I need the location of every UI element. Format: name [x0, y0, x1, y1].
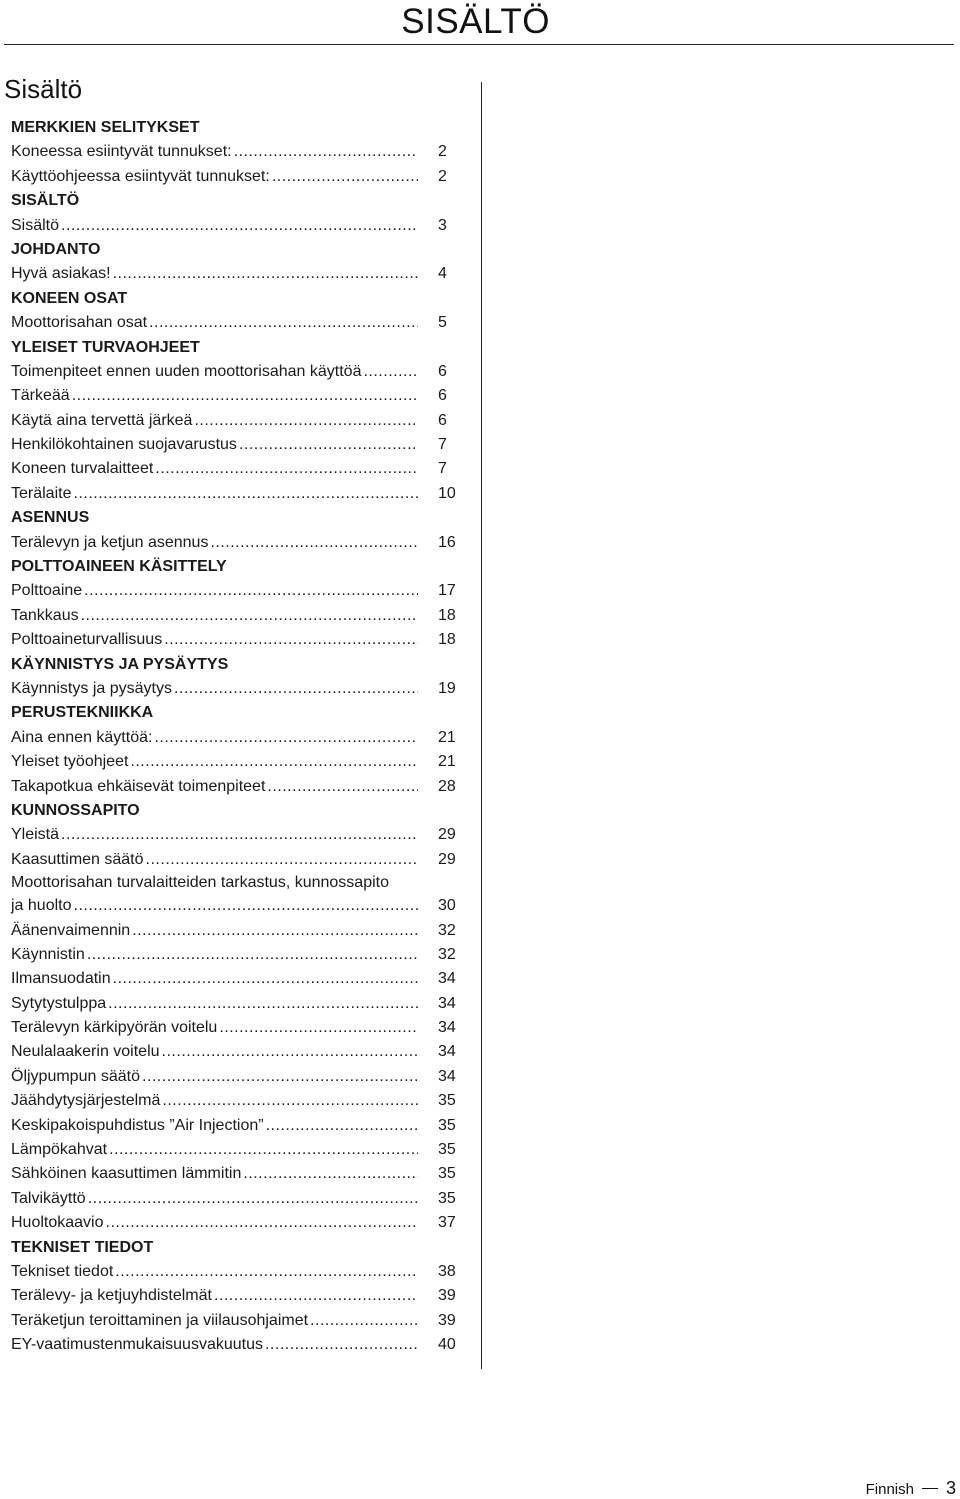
toc-entry[interactable] — [11, 1138, 456, 1162]
toc-dot-leader — [363, 360, 418, 384]
toc-dot-leader — [108, 992, 418, 1016]
toc-entry-page: 29 — [438, 850, 456, 868]
column-divider — [481, 82, 482, 1369]
toc-dot-leader — [155, 457, 418, 481]
header-title: SISÄLTÖ — [401, 2, 550, 41]
toc-entry-label: Takapotkua ehkäisevät toimenpiteet — [11, 777, 266, 795]
toc-entry-label: Sähköinen kaasuttimen lämmitin — [11, 1165, 242, 1183]
toc-entry-page: 35 — [438, 1116, 456, 1134]
toc-entry-label: Äänenvaimennin — [11, 921, 131, 939]
toc-entry-label: EY-vaatimustenmukaisuusvakuutus — [11, 1336, 263, 1354]
toc-dot-leader — [132, 919, 418, 943]
toc-entry[interactable] — [11, 457, 456, 481]
toc-entry-label: Tekniset tiedot — [11, 1262, 114, 1280]
toc-entry[interactable] — [11, 1162, 456, 1186]
toc-entry-page: 4 — [438, 265, 447, 283]
toc-entry-page: 2 — [438, 143, 447, 161]
toc-entry-label: Käynnistin — [11, 945, 85, 963]
toc-entry[interactable] — [11, 482, 456, 506]
footer-page-number: 3 — [945, 1478, 956, 1498]
toc-entry[interactable] — [11, 360, 456, 384]
toc-entry[interactable] — [11, 1065, 456, 1089]
toc-entry-page: 35 — [438, 1092, 456, 1110]
toc-entry-label: Hyvä asiakas! — [11, 265, 111, 283]
toc-entry-label: Ilmansuodatin — [11, 970, 111, 988]
toc-dot-leader — [149, 311, 418, 335]
toc-entry[interactable] — [11, 1260, 456, 1284]
toc-entry[interactable] — [11, 262, 456, 286]
page-footer — [866, 1478, 956, 1499]
toc-entry-label: Kaasuttimen säätö — [11, 850, 144, 868]
toc-dot-leader — [113, 262, 418, 286]
toc-heading: YLEISET TURVAOHJEET — [11, 338, 200, 356]
toc-dot-leader — [272, 165, 418, 189]
toc-entry[interactable] — [11, 943, 456, 967]
toc-entry[interactable] — [11, 384, 456, 408]
toc-entry[interactable] — [11, 1016, 456, 1040]
toc-dot-leader — [73, 482, 418, 506]
toc-dot-leader — [210, 531, 418, 555]
toc-entry-label: Koneen turvalaitteet — [11, 460, 154, 478]
toc-entry-label: Lämpökahvat — [11, 1141, 108, 1159]
toc-heading: PERUSTEKNIIKKA — [11, 704, 154, 722]
document-title: Sisältö — [4, 74, 83, 104]
toc-dot-leader — [267, 775, 418, 799]
toc-entry-label: Moottorisahan turvalaitteiden tarkastus, kunnossapito — [11, 874, 389, 892]
header-rule — [4, 44, 954, 45]
toc-entry[interactable] — [11, 165, 456, 189]
toc-entry[interactable] — [11, 140, 456, 164]
toc-entry-label: Terälevy- ja ketjuyhdistelmät — [11, 1287, 212, 1305]
toc-entry-page: 5 — [438, 314, 447, 332]
toc-heading: JOHDANTO — [11, 240, 101, 258]
toc-entry-label: Sisältö — [11, 216, 60, 234]
toc-entry-page: 29 — [438, 826, 456, 844]
toc-entry-label: Koneessa esiintyvät tunnukset: — [11, 143, 232, 161]
toc-entry-page: 10 — [438, 484, 456, 502]
toc-entry-page: 19 — [438, 679, 456, 697]
toc-entry-page: 6 — [438, 411, 447, 429]
toc-entry-page: 30 — [438, 897, 456, 915]
toc-entry-label: Neulalaakerin voitelu — [11, 1043, 160, 1061]
toc-dot-leader — [194, 409, 418, 433]
toc-entry[interactable] — [11, 1333, 456, 1357]
toc-entry[interactable] — [11, 1309, 456, 1333]
toc-entry-label: Huoltokaavio — [11, 1214, 104, 1232]
toc-dot-leader — [74, 894, 419, 918]
toc-entry[interactable] — [11, 311, 456, 335]
toc-dot-leader — [130, 750, 418, 774]
toc-entry-page: 28 — [438, 777, 456, 795]
toc-dot-leader — [115, 1260, 418, 1284]
toc-entry-label: Keskipakoispuhdistus ”Air Injection” — [11, 1116, 264, 1134]
toc-entry-label: Yleiset työohjeet — [11, 753, 129, 771]
toc-dot-leader — [154, 726, 418, 750]
toc-entry-page: 16 — [438, 533, 456, 551]
toc-entry-label: Öljypumpun säätö — [11, 1067, 140, 1085]
footer-language: Finnish — [865, 1481, 914, 1498]
toc-entry-page: 38 — [438, 1262, 456, 1280]
toc-entry-label: Käynnistys ja pysäytys — [11, 679, 172, 697]
toc-entry-page: 32 — [438, 945, 456, 963]
toc-entry-label: Sytytystulppa — [11, 994, 107, 1012]
toc-entry-label: Terälevyn ja ketjun asennus — [11, 533, 209, 551]
toc-dot-leader — [164, 628, 418, 652]
toc-entry[interactable] — [11, 1089, 456, 1113]
toc-entry[interactable] — [11, 1040, 456, 1064]
toc-entry-page: 32 — [438, 921, 456, 939]
toc-entry-page: 39 — [438, 1287, 456, 1305]
toc-heading: MERKKIEN SELITYKSET — [11, 119, 200, 136]
toc-dot-leader — [109, 1138, 418, 1162]
toc-entry-label: Henkilökohtainen suojavarustus — [11, 436, 237, 454]
toc-heading: ASENNUS — [11, 509, 90, 527]
toc-heading: KÄYNNISTYS JA PYSÄYTYS — [11, 655, 229, 673]
toc-entry-label: Terälevyn kärkipyörän voitelu — [11, 1019, 218, 1037]
toc-entry-page: 34 — [438, 1043, 456, 1061]
toc-entry-page: 34 — [438, 970, 456, 988]
toc-entry[interactable] — [11, 967, 456, 991]
toc-dot-leader — [142, 1065, 418, 1089]
toc-dot-leader — [88, 1187, 418, 1211]
toc-entry[interactable] — [11, 433, 456, 457]
toc-entry-page: 39 — [438, 1311, 456, 1329]
toc-entry[interactable] — [11, 214, 456, 238]
toc-entry-page: 18 — [438, 631, 456, 649]
toc-entry-label: Jäähdytysjärjestelmä — [11, 1092, 161, 1110]
toc-entry[interactable] — [11, 992, 456, 1016]
toc-entry-page: 34 — [438, 1019, 456, 1037]
toc-dot-leader — [243, 1162, 418, 1186]
toc-dot-leader — [146, 848, 418, 872]
toc-entry-label: Terälaite — [11, 484, 72, 502]
toc-entry-label: Tankkaus — [11, 606, 79, 624]
toc-dot-leader — [266, 1114, 418, 1138]
toc-entry[interactable] — [11, 628, 456, 652]
toc-entry[interactable] — [11, 823, 456, 847]
toc-heading: SISÄLTÖ — [11, 192, 80, 210]
toc-dot-leader — [214, 1284, 418, 1308]
toc-dot-leader — [265, 1333, 418, 1357]
toc-dot-leader — [81, 604, 418, 628]
toc-entry-page: 35 — [438, 1165, 456, 1183]
toc-entry[interactable] — [11, 409, 456, 433]
toc-heading: KUNNOSSAPITO — [11, 801, 140, 819]
toc-entry[interactable] — [11, 1284, 456, 1308]
toc-dot-leader — [239, 433, 418, 457]
toc-entry-label: Yleistä — [11, 826, 60, 844]
toc-dot-leader — [162, 1089, 418, 1113]
toc-dot-leader — [61, 214, 418, 238]
toc-dot-leader — [174, 677, 418, 701]
toc-dot-leader — [113, 967, 418, 991]
toc-entry-label: Tärkeää — [11, 387, 70, 405]
toc-entry-page: 21 — [438, 753, 456, 771]
toc-entry[interactable] — [11, 1211, 456, 1235]
toc-entry[interactable] — [11, 604, 456, 628]
toc-dot-leader — [106, 1211, 419, 1235]
toc-entry-page: 6 — [438, 387, 447, 405]
toc-entry-page: 6 — [438, 362, 447, 380]
toc-entry-label: Polttoaineturvallisuus — [11, 631, 163, 649]
toc-dot-leader — [72, 384, 418, 408]
toc-entry-page: 35 — [438, 1141, 456, 1159]
toc-entry-label: Teräketjun teroittaminen ja viilausohjaimet — [11, 1311, 309, 1329]
toc-heading: KONEEN OSAT — [11, 289, 128, 307]
toc-entry-page: 21 — [438, 728, 456, 746]
toc-entry-label: Moottorisahan osat — [11, 314, 148, 332]
table-of-contents — [11, 116, 456, 1358]
toc-entry-page: 7 — [438, 460, 447, 478]
toc-entry-page: 3 — [438, 216, 447, 234]
toc-entry[interactable] — [11, 848, 456, 872]
toc-dot-leader — [310, 1309, 418, 1333]
toc-entry-page: 18 — [438, 606, 456, 624]
toc-entry[interactable] — [11, 579, 456, 603]
toc-entry[interactable] — [11, 726, 456, 750]
toc-entry-page: 35 — [438, 1189, 456, 1207]
toc-entry[interactable] — [11, 775, 456, 799]
toc-entry[interactable] — [11, 677, 456, 701]
toc-entry[interactable] — [11, 919, 456, 943]
toc-entry[interactable] — [11, 750, 456, 774]
footer-dash — [922, 1488, 938, 1489]
toc-entry-page: 40 — [438, 1336, 456, 1354]
toc-dot-leader — [219, 1016, 418, 1040]
toc-entry[interactable] — [11, 872, 456, 918]
toc-dot-leader — [84, 579, 418, 603]
toc-entry-page: 17 — [438, 582, 456, 600]
toc-entry-label-continued: ja huolto — [11, 897, 72, 915]
toc-entry-label: Polttoaine — [11, 582, 83, 600]
toc-entry-page: 7 — [438, 436, 447, 454]
toc-entry[interactable] — [11, 1187, 456, 1211]
toc-entry[interactable] — [11, 531, 456, 555]
toc-heading: POLTTOAINEEN KÄSITTELY — [11, 558, 227, 576]
toc-entry-label: Aina ennen käyttöä: — [11, 728, 153, 746]
toc-entry-label: Käytä aina tervettä järkeä — [11, 411, 193, 429]
toc-dot-leader — [162, 1040, 418, 1064]
toc-entry-label: Toimenpiteet ennen uuden moottorisahan käyttöä — [11, 362, 362, 380]
toc-entry-page: 2 — [438, 167, 447, 185]
toc-dot-leader — [87, 943, 418, 967]
toc-entry-page: 37 — [438, 1214, 456, 1232]
toc-entry-page: 34 — [438, 994, 456, 1012]
toc-entry-page: 34 — [438, 1067, 456, 1085]
toc-entry[interactable] — [11, 1114, 456, 1138]
toc-entry-label: Käyttöohjeessa esiintyvät tunnukset: — [11, 167, 270, 185]
toc-entry-label: Talvikäyttö — [11, 1189, 86, 1207]
toc-dot-leader — [61, 823, 418, 847]
toc-heading: TEKNISET TIEDOT — [11, 1238, 154, 1256]
toc-dot-leader — [234, 140, 418, 164]
